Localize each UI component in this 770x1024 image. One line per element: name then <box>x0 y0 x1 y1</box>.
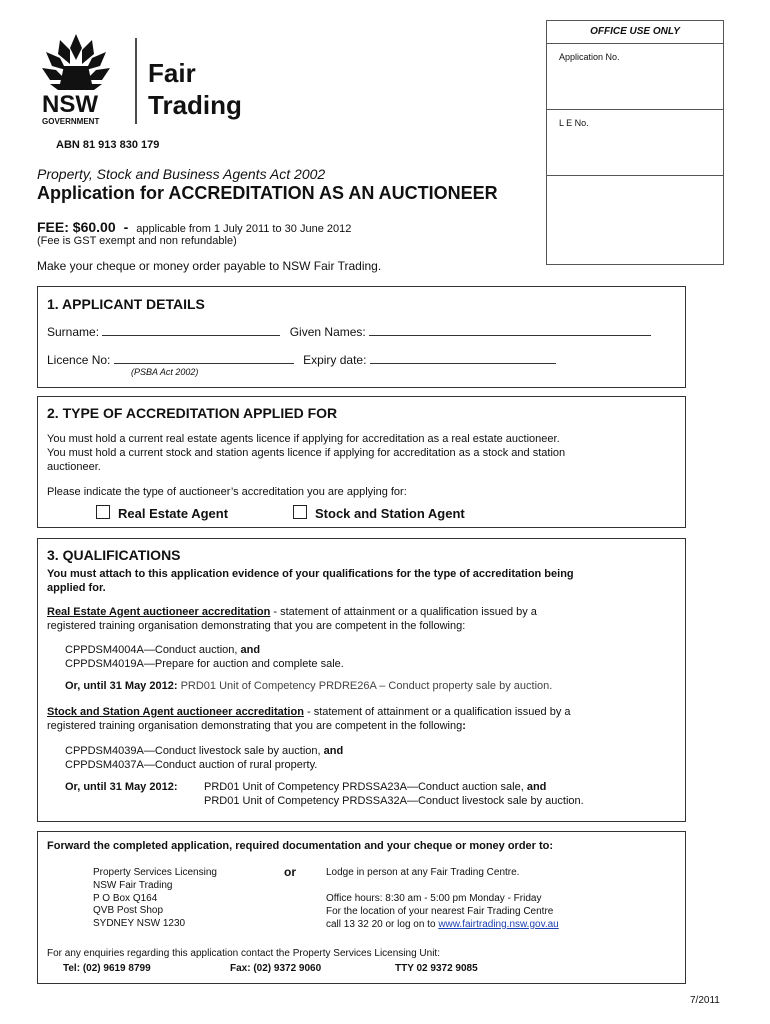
office-hours-block <box>326 893 559 931</box>
stock-station-unit-1-and: and <box>323 745 344 757</box>
abn-number: ABN 81 913 830 179 <box>56 139 160 151</box>
stock-station-or-text-1: PRD01 Unit of Competency PRDSSA23A—Conduct auction sale, <box>204 781 524 793</box>
section-3-title: 3. QUALIFICATIONS <box>47 547 181 563</box>
stock-station-or-label <box>65 781 178 793</box>
real-estate-text-1: - statement of attainment or a qualification issued by a <box>270 606 537 618</box>
given-names-field[interactable] <box>369 325 651 336</box>
stock-station-unit-1-text: CPPDSM4039A—Conduct livestock sale by auction, <box>65 745 321 757</box>
website-link[interactable]: www.fairtrading.nsw.gov.au <box>438 918 559 930</box>
address-line: Property Services Licensing <box>93 867 217 878</box>
real-estate-or-line <box>65 680 552 692</box>
tty-number: TTY 02 9372 9085 <box>395 963 478 974</box>
address-line: P O Box Q164 <box>93 892 158 904</box>
nsw-fair-trading-logo <box>36 30 258 126</box>
contact-line <box>326 919 559 932</box>
stock-station-heading: Stock and Station Agent auctioneer accreditation <box>47 706 304 718</box>
qualifications-requirement-line-2: applied for. <box>47 582 106 594</box>
section-accreditation-type <box>37 396 686 528</box>
stock-station-or-text-1-and: and <box>526 781 547 793</box>
licence-row <box>47 353 556 367</box>
act-name: Property, Stock and Business Agents Act 2002 <box>37 166 326 182</box>
stock-station-text-2: registered training organisation demonstrating that you are competent in the following <box>47 720 463 732</box>
office-use-box <box>546 20 724 265</box>
real-estate-unit-1-and: and <box>240 644 261 656</box>
le-no-field: L E No. <box>547 110 723 176</box>
licence-no-label: Licence No: <box>47 353 111 367</box>
fee-description: applicable from 1 July 2011 to 30 June 2012 <box>136 223 352 235</box>
real-estate-unit-1 <box>65 644 260 656</box>
address-line: QVB Post Shop <box>93 905 164 917</box>
svg-text:Fair: Fair <box>148 58 196 88</box>
real-estate-or-text: PRD01 Unit of Competency PRDRE26A – Conduct property sale by auction. <box>180 680 553 692</box>
real-estate-text-2: registered training organisation demonstrating that you are competent in the following: <box>47 620 466 632</box>
lodge-in-person: Lodge in person at any Fair Trading Centre. <box>326 867 520 878</box>
forward-box <box>37 831 686 984</box>
section-2-title: 2. TYPE OF ACCREDITATION APPLIED FOR <box>47 405 338 421</box>
stock-station-or-label-text: Or, until 31 May 2012: <box>65 781 178 793</box>
licence-requirement-line-3: auctioneer. <box>47 461 101 473</box>
stock-station-or-line-1 <box>204 781 546 793</box>
fee-line <box>37 219 351 235</box>
expiry-date-field[interactable] <box>370 353 556 364</box>
stock-station-or-line-2: PRD01 Unit of Competency PRDSSA32A—Conduct livestock sale by auction. <box>204 795 584 807</box>
form-version: 7/2011 <box>690 995 720 1006</box>
psba-note: (PSBA Act 2002) <box>131 367 199 377</box>
application-no-field: Application No. <box>547 44 723 110</box>
page-title: Application for ACCREDITATION AS AN AUCTIONEER <box>37 183 498 203</box>
surname-row <box>47 325 651 339</box>
given-names-label: Given Names: <box>289 325 366 339</box>
fee-label: FEE: $60.00 <box>37 219 116 235</box>
waratah-icon <box>36 30 258 126</box>
licence-no-field[interactable] <box>114 353 294 364</box>
real-estate-checkbox[interactable] <box>96 505 110 519</box>
office-hours: Office hours: 8:30 am - 5:00 pm Monday - Friday <box>326 893 542 904</box>
address-line: NSW Fair Trading <box>93 879 173 891</box>
enquiries-text: For any enquiries regarding this application contact the Property Services Licensing Unit: <box>47 948 440 959</box>
postal-address <box>93 867 217 931</box>
stock-station-unit-2: CPPDSM4037A—Conduct auction of rural property. <box>65 759 318 771</box>
stock-station-text-colon: : <box>462 720 466 732</box>
location-text: For the location of your nearest Fair Trading Centre <box>326 905 554 917</box>
address-line: SYDNEY NSW 1230 <box>93 918 186 930</box>
fee-note: (Fee is GST exempt and non refundable) <box>37 235 237 247</box>
real-estate-or-label: Or, until 31 May 2012: <box>65 680 178 692</box>
office-use-blank <box>547 176 723 264</box>
stock-station-text-1: - statement of attainment or a qualification issued by a <box>303 706 571 718</box>
licence-requirement-line-1: You must hold a current real estate agents licence if applying for accreditation as a real estate auctioneer. <box>47 433 560 445</box>
office-use-title: OFFICE USE ONLY <box>547 21 723 44</box>
stock-station-unit-1 <box>65 745 343 757</box>
svg-text:Trading: Trading <box>148 90 242 120</box>
tel-number: Tel: (02) 9619 8799 <box>63 963 151 974</box>
section-applicant-details <box>37 286 686 388</box>
real-estate-unit-2: CPPDSM4019A—Prepare for auction and complete sale. <box>65 658 344 670</box>
real-estate-option[interactable] <box>96 505 228 521</box>
real-estate-unit-1-text: CPPDSM4004A—Conduct auction, <box>65 644 238 656</box>
stock-station-option-label: Stock and Station Agent <box>315 506 465 521</box>
surname-label: Surname: <box>47 325 100 339</box>
licence-requirement-line-2: You must hold a current stock and station agents licence if applying for accreditation as a stock and station <box>47 447 566 459</box>
real-estate-option-label: Real Estate Agent <box>118 506 229 521</box>
or-separator: or <box>284 865 296 879</box>
expiry-date-label: Expiry date: <box>303 353 367 367</box>
section-1-title: 1. APPLICANT DETAILS <box>47 296 205 312</box>
real-estate-heading-line <box>47 606 537 618</box>
call-text: call 13 32 20 or log on to <box>326 918 439 930</box>
svg-text:NSW: NSW <box>42 91 98 118</box>
stock-station-text-2-line <box>47 720 466 732</box>
svg-text:GOVERNMENT: GOVERNMENT <box>42 117 100 126</box>
stock-station-checkbox[interactable] <box>293 505 307 519</box>
stock-station-option[interactable] <box>293 505 465 521</box>
real-estate-heading: Real Estate Agent auctioneer accreditation <box>47 606 271 618</box>
section-qualifications <box>37 538 686 822</box>
forward-title: Forward the completed application, required documentation and your cheque or money order to: <box>47 840 554 852</box>
surname-field[interactable] <box>102 325 280 336</box>
qualifications-requirement-line-1: You must attach to this application evidence of your qualifications for the type of accreditation being <box>47 568 574 580</box>
fax-number: Fax: (02) 9372 9060 <box>230 963 322 974</box>
stock-station-heading-line <box>47 706 571 718</box>
cheque-instruction: Make your cheque or money order payable to NSW Fair Trading. <box>37 259 382 273</box>
fee-dash: - <box>123 219 129 235</box>
indicate-type-text: Please indicate the type of auctioneer’s accreditation you are applying for: <box>47 486 407 498</box>
